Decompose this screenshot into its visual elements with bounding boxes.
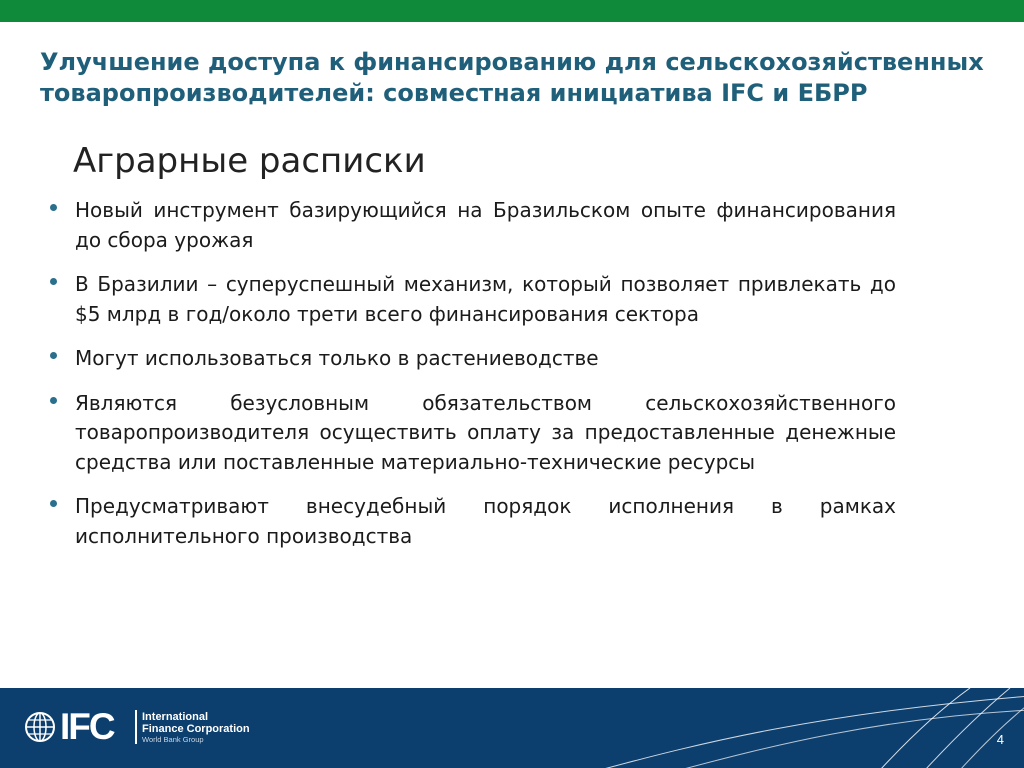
footer-bar [0,688,1024,768]
slide-subtitle: Аграрные расписки [73,141,426,181]
logo-divider [135,710,137,744]
bullet-list [48,196,896,566]
bullet-text: Предусматривают внесудебный порядок исполнения в рамках исполнительного производства [75,494,896,548]
logo-line-3: World Bank Group [142,735,204,744]
bullet-dot-icon [50,500,57,507]
bullet-text: Являются безусловным обязательством сельскохозяйственного товаропроизводителя осуществить оплату за предоставленные денежные средства или поставленные материально-технические ресурсы [75,390,896,474]
bullet-dot-icon [50,352,57,359]
globe-icon [24,711,56,743]
bullet-dot-icon [50,278,57,285]
bullet-text: Новый инструмент базирующийся на Бразильском опыте финансирования до сбора урожая [75,198,896,252]
bullet-item [48,389,896,478]
logo-line-1: International [142,711,209,723]
bullet-item [48,344,896,374]
bullet-dot-icon [50,204,57,211]
slide-title: Улучшение доступа к финансированию для сельскохозяйственных товаропроизводителей: совместная инициатива IFC и ЕБРР [40,48,984,107]
logo-org-name [142,711,302,745]
bullet-item [48,492,896,551]
top-accent-bar [0,0,1024,22]
bullet-item [48,196,896,255]
bullet-item [48,270,896,329]
bullet-dot-icon [50,397,57,404]
page-number: 4 [996,732,1004,747]
logo-line-2: Finance Corporation [142,723,250,735]
logo-wordmark: IFC [60,706,114,747]
bullet-text: Могут использоваться только в растениеводстве [75,346,599,370]
bullet-text: В Бразилии – суперуспешный механизм, который позволяет привлекать до $5 млрд в год/около трети всего финансирования сектора [75,272,896,326]
